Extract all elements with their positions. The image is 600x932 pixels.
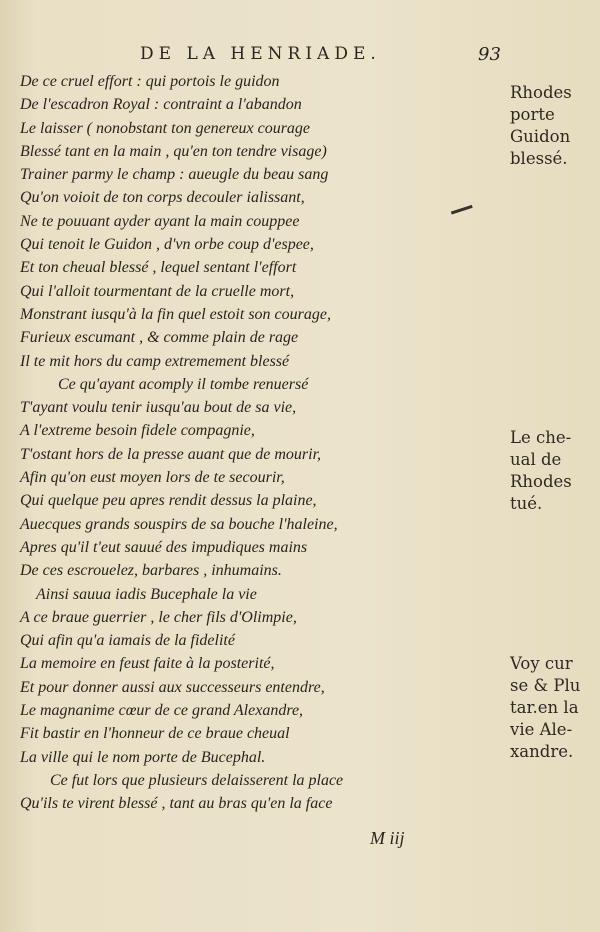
verse-line: T'ayant voulu tenir iusqu'au bout de sa vie, [20,399,297,417]
ink-smudge [451,205,475,222]
verse-line: Blessé tant en la main , qu'en ton tendre visage) [20,142,327,160]
verse-block [20,70,420,816]
verse-line: Apres qu'il t'eut sauué des impudiques mains [20,538,308,556]
verse-line: La ville qui le nom porte de Bucephal. [20,748,266,766]
verse-line: Il te mit hors du camp extremement blessé [20,352,290,370]
verse-line: A ce braue guerrier , le cher fils d'Olimpie, [20,608,297,626]
verse-line: Ne te pouuant ayder ayant la main couppee [20,212,300,230]
margin-note-line: ual de [510,450,562,469]
margin-note-line: blessé. [510,149,568,168]
signature-mark: M iij [370,828,405,848]
verse-line: Auecques grands souspirs de sa bouche l'haleine, [20,515,338,533]
verse-line: Afin qu'on eust moyen lors de te secourir, [20,469,285,487]
margin-note-rhodes-guidon [510,82,592,170]
margin-note-plutarch [510,653,592,763]
margin-note-line: xandre. [510,742,574,761]
margin-note-line: Le che- [510,428,572,447]
verse-line: Et ton cheual blessé , lequel sentant l'effort [20,259,297,277]
verse-line: Qui tenoit le Guidon , d'vn orbe coup d'espee, [20,236,314,254]
verse-line: Le laisser ( nonobstant ton genereux courage [20,119,311,137]
verse-line: Monstrant iusqu'à la fin quel estoit son courage, [20,305,331,323]
verse-line: Qu'on voioit de ton corps decouler ialissant, [20,189,305,207]
verse-line: Fit bastir en l'honneur de ce braue cheual [20,725,290,743]
verse-line: Et pour donner aussi aux successeurs entendre, [20,678,325,696]
verse-line: Qu'ils te virent blessé , tant au bras qu'en la face [20,795,333,813]
verse-line: Qui afin qu'a iamais de la fidelité [20,632,235,650]
verse-line: Trainer parmy le champ : aueugle du beau sang [20,166,329,184]
verse-line: Ce qu'ayant acomply il tombe renuersé [58,375,309,393]
verse-line: De ces escrouelez, barbares , inhumains. [20,562,282,580]
running-title: DE LA HENRIADE. [140,44,381,64]
verse-line: Le magnanime cœur de ce grand Alexandre, [20,702,304,720]
margin-note-line: Voy cur [510,654,573,673]
verse-line: Ainsi sauua iadis Bucephale la vie [36,585,257,603]
margin-note-line: tar.en la [510,698,579,717]
verse-line: La memoire en feust faite à la posterité, [20,655,275,673]
page-number: 93 [478,44,501,65]
margin-note-line: vie Ale- [510,720,573,739]
verse-line: A l'extreme besoin fidele compagnie, [20,422,255,440]
margin-note-cheval-tue [510,427,592,515]
verse-line: Qui l'alloit tourmentant de la cruelle mort, [20,282,295,300]
verse-line: Furieux escumant , & comme plain de rage [20,329,299,347]
margin-note-line: tué. [510,494,543,513]
margin-note-line: se & Plu [510,676,581,695]
verse-line: De ce cruel effort : qui portois le guidon [20,73,280,90]
margin-note-line: porte [510,105,555,124]
verse-line: T'ostant hors de la presse auant que de mourir, [20,445,322,463]
margin-note-line: Guidon [510,127,571,146]
verse-line: De l'escadron Royal : contraint a l'abandon [20,96,302,114]
margin-note-line: Rhodes [510,472,572,491]
verse-line: Qui quelque peu apres rendit dessus la plaine, [20,492,317,510]
margin-note-line: Rhodes [510,83,572,102]
verse-line: Ce fut lors que plusieurs delaisserent la place [50,771,344,789]
